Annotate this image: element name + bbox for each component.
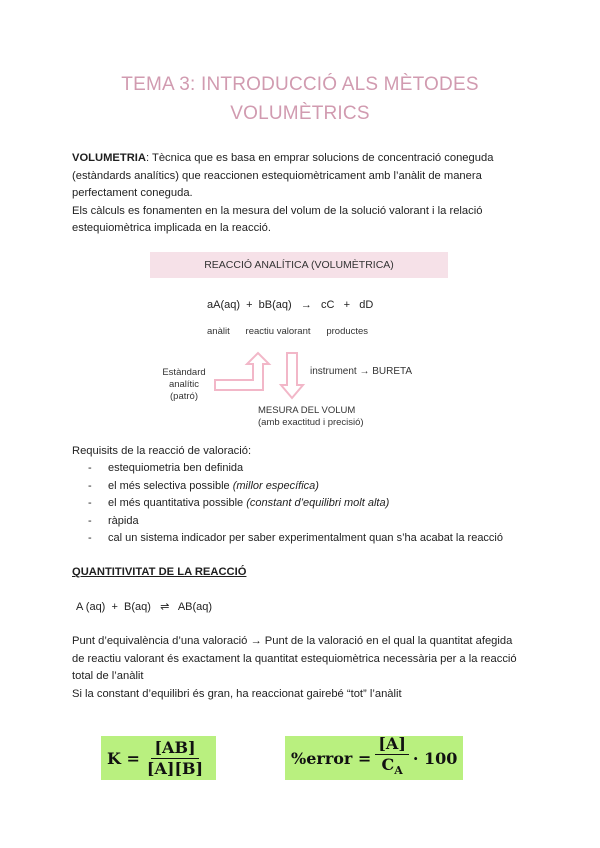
reaction-labels: anàlit reactiu valorant productes: [207, 326, 369, 337]
instrument-label: instrument → BURETA: [310, 366, 413, 377]
list-item: [88, 495, 548, 513]
intro-line4: Els càlculs es fonamenten en la mesura del volum de la solució valorant i la relació: [72, 204, 483, 217]
equivalence-line1: Punt d’equivalència d’una valoració → Punt de la valoració en el qual la quantitat afegida: [72, 635, 513, 647]
equivalence-line2: de reactiu valorant és exactament la quantitat estequiomètrica necessària per a la reacció: [72, 652, 517, 665]
error-den-sub: A: [394, 764, 403, 778]
measure-label: [258, 405, 364, 429]
k-lhs: K =: [107, 748, 140, 768]
volumetria-term: VOLUMETRIA: [72, 152, 146, 164]
requirement-note: (millor específica): [232, 479, 319, 492]
k-formula: [101, 736, 216, 780]
requirement-text: estequiometria ben definida: [108, 462, 244, 474]
diagram-arrows: [205, 350, 315, 405]
bent-arrow-up-icon: [215, 353, 269, 390]
error-den-main: C: [381, 755, 395, 775]
k-fraction: [144, 738, 206, 779]
measure-line2: (amb exactitud i precisió): [258, 417, 364, 428]
error-fraction: [375, 734, 409, 781]
intro-line1: [72, 150, 532, 168]
reaction-equation: aA(aq) + bB(aq) → cC + dD: [207, 299, 374, 311]
standard-line1: Estàndard: [162, 367, 206, 378]
measure-line1: MESURA DEL VOLUM: [258, 405, 356, 416]
requirement-note: (constant d’equilibri molt alta): [246, 497, 390, 509]
list-item: [88, 460, 548, 478]
list-item: [88, 530, 548, 548]
requirement-text: cal un sistema indicador per saber experimentalment quan s’ha acabat la reacció: [108, 532, 503, 544]
quantitativity-heading: QUANTITIVITAT DE LA REACCIÓ: [72, 566, 247, 578]
arrow-down-icon: [281, 353, 303, 398]
intro-line2: (estàndards analítics) que reaccionen estequiomètricament amb l’anàlit de manera: [72, 169, 482, 182]
intro-line5: estequiomètrica implicada en la reacció.: [72, 222, 271, 234]
standard-label: [158, 367, 210, 403]
equivalence-line3: total de l’anàlit: [72, 670, 144, 682]
intro-paragraph: [72, 150, 532, 238]
diagram-header: REACCIÓ ANALÍTICA (VOLUMÈTRICA): [150, 252, 448, 278]
requirement-text: ràpida: [108, 514, 139, 527]
error-lhs: %error =: [291, 748, 372, 768]
error-denominator: [378, 755, 405, 781]
error-numerator: [A]: [375, 734, 409, 755]
error-rhs: · 100: [412, 748, 458, 768]
page-title-line1: TEMA 3: INTRODUCCIÓ ALS MÈTODES: [121, 74, 479, 95]
standard-line3: (patró): [170, 391, 198, 402]
k-numerator: [AB]: [151, 738, 198, 759]
standard-line2: analític: [168, 379, 200, 390]
requirements-list: [88, 460, 548, 548]
list-item: [88, 478, 548, 496]
requirements-intro: Requisits de la reacció de valoració:: [72, 445, 252, 457]
intro-definition: : Tècnica que es basa en emprar solucions de concentració coneguda: [145, 152, 494, 164]
equilibrium-note: Si la constant d’equilibri és gran, ha reaccionat gairebé “tot” l’anàlit: [72, 687, 402, 700]
requirement-text: el més selectiva possible: [108, 479, 233, 492]
list-item: [88, 513, 548, 531]
error-formula: [285, 736, 463, 780]
intro-line3: perfectament coneguda.: [72, 187, 193, 199]
requirement-text: el més quantitativa possible: [108, 497, 247, 509]
equivalence-paragraph: [72, 633, 532, 703]
k-denominator: [A][B]: [146, 758, 204, 778]
equilibrium-equation: A (aq) + B(aq) ⇌ AB(aq): [76, 601, 213, 613]
page-title-line2: VOLUMÈTRICS: [230, 103, 370, 124]
